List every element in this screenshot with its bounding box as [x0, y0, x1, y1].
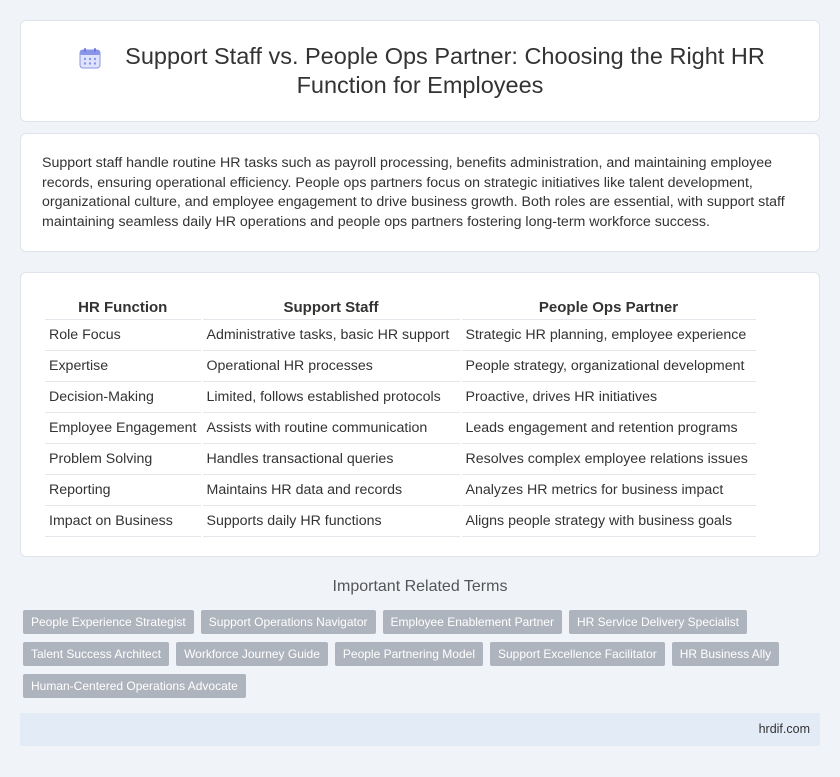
- table-row: [45, 320, 756, 351]
- table-cell: Operational HR processes: [203, 351, 460, 382]
- comparison-table: [43, 295, 758, 537]
- table-row: [45, 413, 756, 444]
- related-term-tag[interactable]: People Partnering Model: [335, 642, 483, 666]
- table-row: [45, 351, 756, 382]
- table-cell: Leads engagement and retention programs: [462, 413, 756, 444]
- table-cell: Decision-Making: [45, 382, 201, 413]
- table-cell: Reporting: [45, 475, 201, 506]
- table-row: [45, 382, 756, 413]
- related-terms-list: [23, 610, 813, 698]
- intro-card: [20, 133, 820, 252]
- table-cell: Impact on Business: [45, 506, 201, 537]
- table-cell: Strategic HR planning, employee experience: [462, 320, 756, 351]
- related-term-tag[interactable]: Support Excellence Facilitator: [490, 642, 665, 666]
- page-title: Support Staff vs. People Ops Partner: Choosing the Right HR Function for Employees: [125, 43, 765, 98]
- related-term-tag[interactable]: HR Business Ally: [672, 642, 779, 666]
- footer-site-link[interactable]: hrdif.com: [758, 722, 810, 736]
- table-cell: Role Focus: [45, 320, 201, 351]
- table-row: [45, 506, 756, 537]
- related-term-tag[interactable]: Support Operations Navigator: [201, 610, 376, 634]
- related-terms-heading: Important Related Terms: [332, 578, 508, 595]
- related-term-tag[interactable]: Human-Centered Operations Advocate: [23, 674, 246, 698]
- title-card: [20, 20, 820, 122]
- table-cell: Handles transactional queries: [203, 444, 460, 475]
- table-row: [45, 475, 756, 506]
- related-term-tag[interactable]: HR Service Delivery Specialist: [569, 610, 747, 634]
- related-term-tag[interactable]: Talent Success Architect: [23, 642, 169, 666]
- table-cell: Limited, follows established protocols: [203, 382, 460, 413]
- related-term-tag[interactable]: People Experience Strategist: [23, 610, 194, 634]
- comparison-card: [20, 272, 820, 557]
- table-cell: Resolves complex employee relations issues: [462, 444, 756, 475]
- intro-paragraph: Support staff handle routine HR tasks such as payroll processing, benefits administration, and maintaining employee records, ensuring operational efficiency. People ops partners focus on strategic initiatives like talent development, organizational culture, and employee engagement to drive business growth. Both roles are essential, with support staff maintaining seamless daily HR operations and people ops partners fostering long-term workforce success.: [42, 155, 785, 230]
- table-row: [45, 444, 756, 475]
- table-cell: Supports daily HR functions: [203, 506, 460, 537]
- column-header-people-ops-partner: People Ops Partner: [462, 295, 756, 320]
- table-cell: Proactive, drives HR initiatives: [462, 382, 756, 413]
- related-term-tag[interactable]: Workforce Journey Guide: [176, 642, 328, 666]
- footer: [20, 713, 820, 746]
- table-cell: Expertise: [45, 351, 201, 382]
- table-cell: People strategy, organizational development: [462, 351, 756, 382]
- table-header-row: [45, 295, 756, 320]
- table-cell: Administrative tasks, basic HR support: [203, 320, 460, 351]
- table-cell: Aligns people strategy with business goals: [462, 506, 756, 537]
- table-cell: Analyzes HR metrics for business impact: [462, 475, 756, 506]
- related-term-tag[interactable]: Employee Enablement Partner: [383, 610, 562, 634]
- column-header-support-staff: Support Staff: [203, 295, 460, 320]
- table-cell: Maintains HR data and records: [203, 475, 460, 506]
- table-cell: Employee Engagement: [45, 413, 201, 444]
- table-cell: Assists with routine communication: [203, 413, 460, 444]
- column-header-hr-function: HR Function: [45, 295, 201, 320]
- table-cell: Problem Solving: [45, 444, 201, 475]
